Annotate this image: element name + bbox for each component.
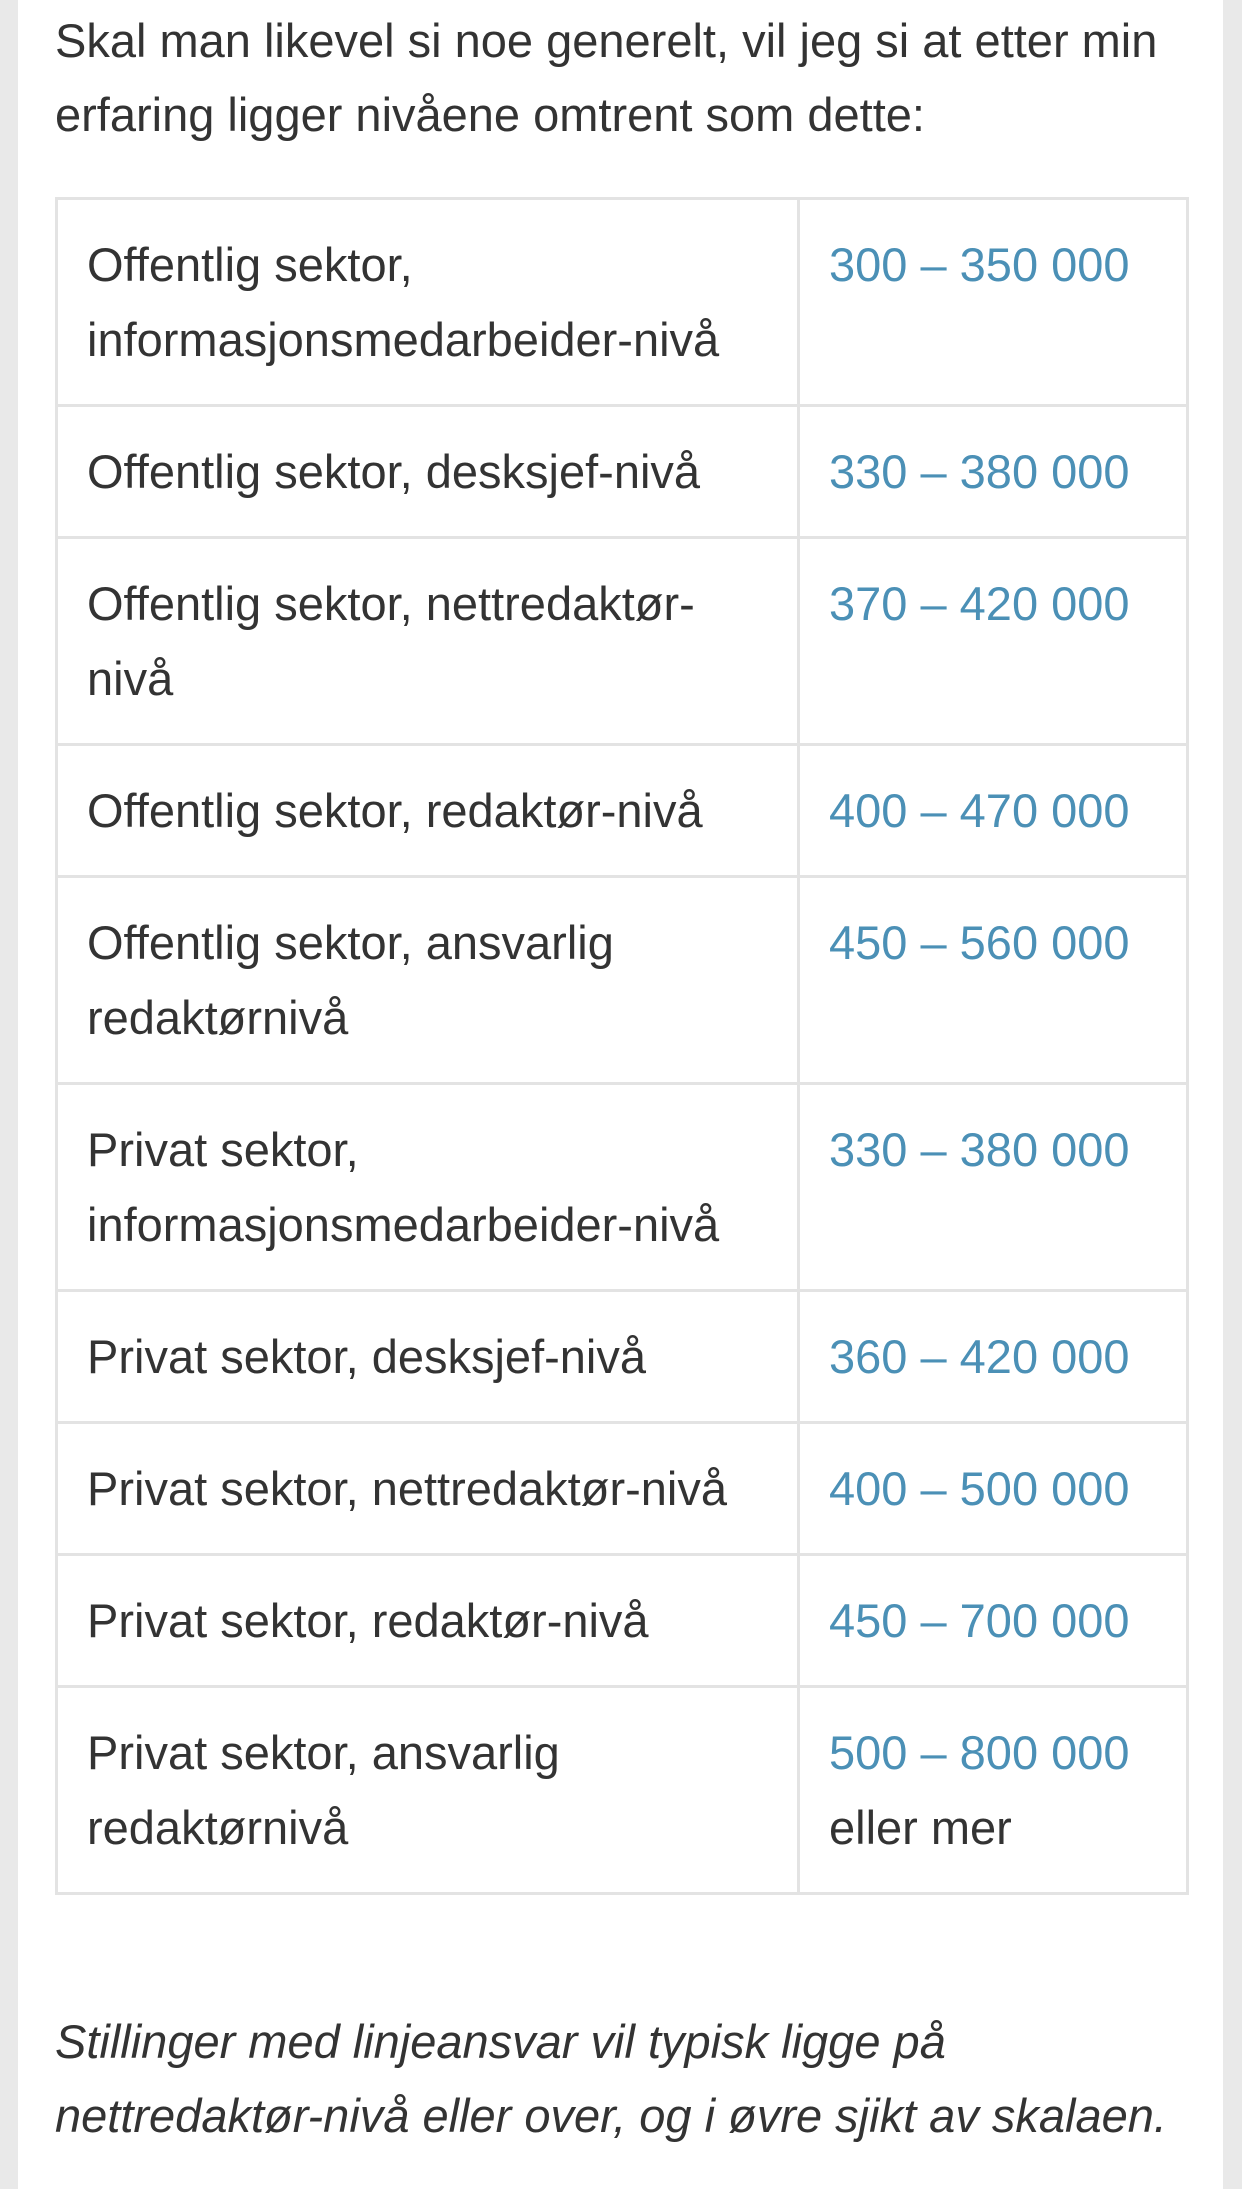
position-cell: Privat sektor, ansvarlig redaktørnivå — [57, 1687, 799, 1894]
table-row — [57, 1084, 1188, 1291]
salary-range-link[interactable]: 500 – 800 000 — [829, 1726, 1130, 1779]
table-row — [57, 538, 1188, 745]
salary-cell — [799, 538, 1188, 745]
salary-range-link[interactable]: 450 – 560 000 — [829, 916, 1130, 969]
position-cell: Privat sektor, redaktør-nivå — [57, 1555, 799, 1687]
salary-cell — [799, 199, 1188, 406]
table-row — [57, 1687, 1188, 1894]
salary-extra-text: eller mer — [829, 1801, 1012, 1854]
table-row — [57, 1291, 1188, 1423]
position-cell: Offentlig sektor, desksjef-nivå — [57, 406, 799, 538]
salary-range-link[interactable]: 370 – 420 000 — [829, 577, 1130, 630]
note-paragraph: Stillinger med linjeansvar vil typisk ligge på nettredaktør-nivå eller over, og i øvre sjikt av skalaen. — [55, 2015, 1167, 2142]
table-row — [57, 199, 1188, 406]
salary-cell — [799, 877, 1188, 1084]
table-row — [57, 745, 1188, 877]
article-content — [18, 0, 1223, 2189]
table-row — [57, 1423, 1188, 1555]
table-row — [57, 1555, 1188, 1687]
salary-cell — [799, 1555, 1188, 1687]
salary-cell — [799, 406, 1188, 538]
salary-range-link[interactable]: 330 – 380 000 — [829, 445, 1130, 498]
salary-table — [55, 197, 1189, 1895]
salary-range-link[interactable]: 300 – 350 000 — [829, 238, 1130, 291]
salary-cell — [799, 1423, 1188, 1555]
table-row — [57, 877, 1188, 1084]
salary-cell — [799, 1291, 1188, 1423]
intro-paragraph: Skal man likevel si noe generelt, vil jeg si at etter min erfaring ligger nivåene omtrent som dette: — [55, 14, 1158, 141]
position-cell: Offentlig sektor, ansvarlig redaktørnivå — [57, 877, 799, 1084]
position-cell: Offentlig sektor, redaktør-nivå — [57, 745, 799, 877]
position-cell: Privat sektor, informasjonsmedarbeider-nivå — [57, 1084, 799, 1291]
salary-cell — [799, 745, 1188, 877]
position-cell: Privat sektor, nettredaktør-nivå — [57, 1423, 799, 1555]
position-cell: Privat sektor, desksjef-nivå — [57, 1291, 799, 1423]
salary-range-link[interactable]: 330 – 380 000 — [829, 1123, 1130, 1176]
salary-cell — [799, 1687, 1188, 1894]
salary-range-link[interactable]: 400 – 470 000 — [829, 784, 1130, 837]
salary-range-link[interactable]: 400 – 500 000 — [829, 1462, 1130, 1515]
salary-cell — [799, 1084, 1188, 1291]
salary-range-link[interactable]: 360 – 420 000 — [829, 1330, 1130, 1383]
salary-range-link[interactable]: 450 – 700 000 — [829, 1594, 1130, 1647]
position-cell: Offentlig sektor, nettredaktør-nivå — [57, 538, 799, 745]
position-cell: Offentlig sektor, informasjonsmedarbeider-nivå — [57, 199, 799, 406]
table-row — [57, 406, 1188, 538]
